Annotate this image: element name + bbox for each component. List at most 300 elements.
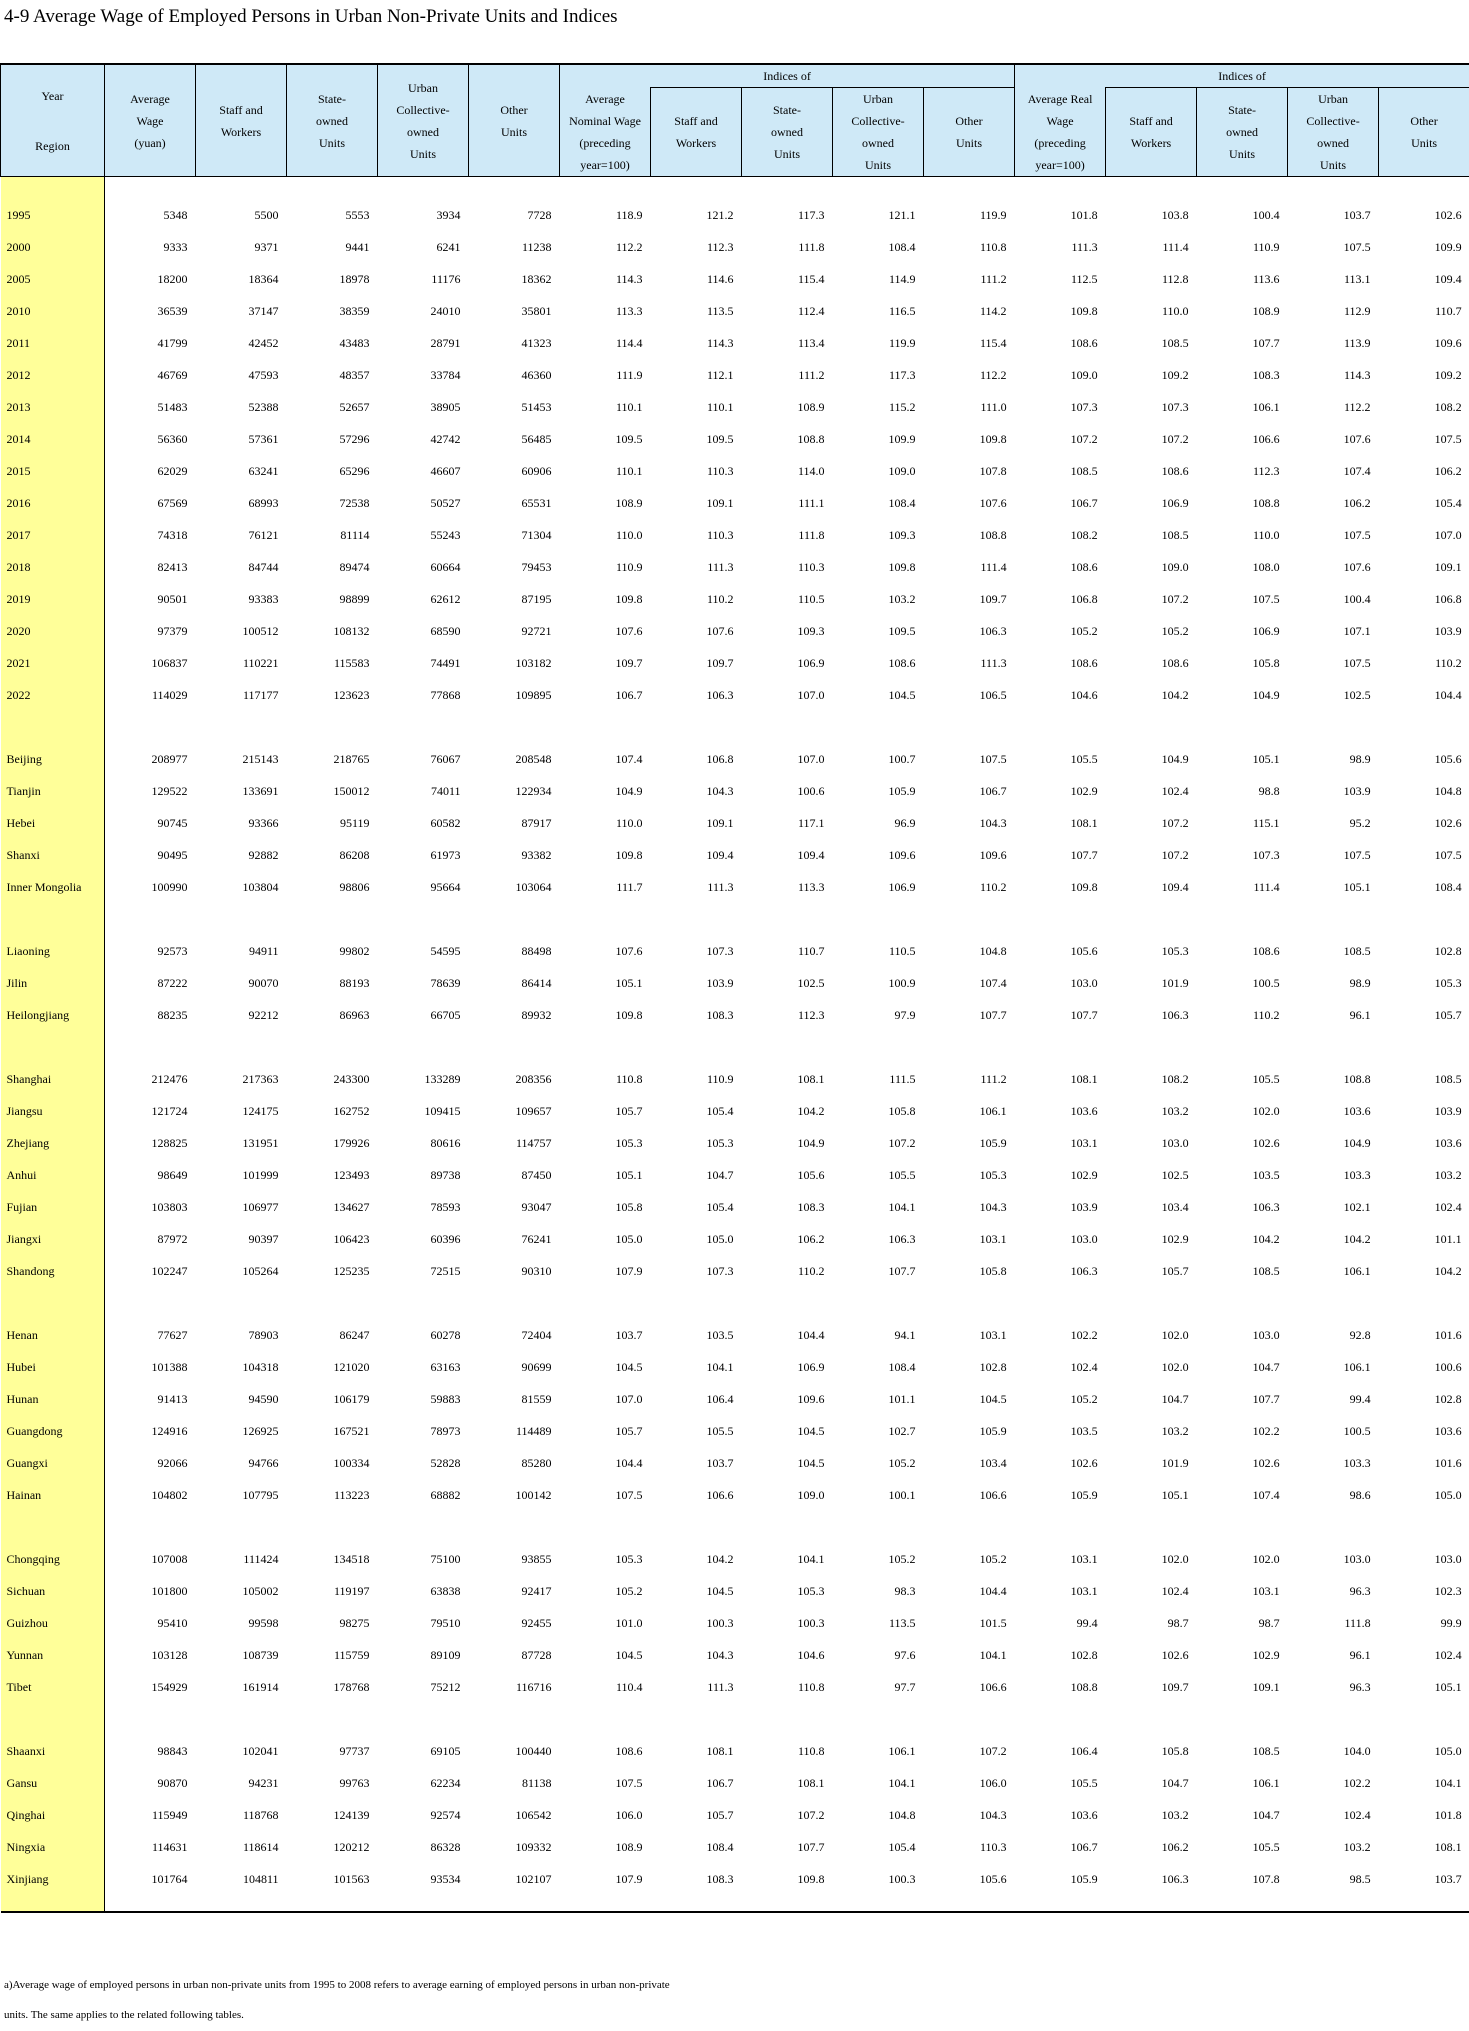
table-cell: 88498	[521, 943, 552, 958]
table-cell: 52657	[339, 399, 370, 414]
table-cell: 178768	[333, 1679, 370, 1694]
table-cell: 106179	[333, 1391, 370, 1406]
table-cell: 68993	[248, 495, 279, 510]
header-average-wage	[105, 64, 196, 177]
table-cell: 107.3	[706, 1263, 734, 1278]
table-cell: 110.7	[797, 943, 825, 958]
row-label: Hebei	[1, 807, 105, 839]
table-cell: 106.7	[1070, 1839, 1098, 1854]
row-label: Heilongjiang	[1, 999, 105, 1031]
table-cell: 106.8	[1434, 591, 1462, 606]
year-row	[1, 487, 1469, 519]
region-row	[1, 1095, 1469, 1127]
table-cell: 117177	[242, 687, 279, 702]
empty-cell	[833, 177, 924, 200]
row-label: 2005	[1, 263, 105, 295]
table-cell: 100990	[151, 879, 188, 894]
header-line: Workers	[675, 136, 717, 150]
empty-cell	[469, 711, 560, 743]
table-cell: 90870	[157, 1775, 188, 1790]
table-cell: 103.2	[1161, 1103, 1189, 1118]
empty-cell	[651, 903, 742, 935]
table-cell: 86247	[339, 1327, 370, 1342]
table-cell: 107.4	[615, 751, 643, 766]
table-cell: 86208	[339, 847, 370, 862]
table-cell: 103.6	[1070, 1103, 1098, 1118]
table-cell: 101999	[242, 1167, 279, 1182]
table-cell: 105.7	[1434, 1007, 1462, 1022]
table-cell: 111.3	[707, 879, 734, 894]
table-cell: 117.1	[797, 815, 825, 830]
table-cell: 63838	[430, 1583, 461, 1598]
empty-cell	[560, 1511, 651, 1543]
header-line: Units	[1411, 136, 1438, 150]
table-cell: 115949	[151, 1807, 188, 1822]
table-cell: 79510	[430, 1615, 461, 1630]
empty-cell	[742, 711, 833, 743]
table-cell: 105.9	[979, 1135, 1007, 1150]
empty-cell	[105, 177, 196, 200]
table-cell: 51483	[157, 399, 188, 414]
region-row	[1, 1191, 1469, 1223]
table-cell: 113.3	[797, 879, 825, 894]
row-label: Tibet	[1, 1671, 105, 1703]
table-cell: 3934	[436, 207, 461, 222]
table-cell: 92455	[521, 1615, 552, 1630]
empty-cell	[560, 1895, 651, 1912]
empty-cell	[833, 1703, 924, 1735]
empty-cell	[287, 711, 378, 743]
table-cell: 109.2	[1161, 367, 1189, 382]
table-cell: 108.4	[1434, 879, 1462, 894]
table-cell: 107.6	[615, 943, 643, 958]
row-label: Zhejiang	[1, 1127, 105, 1159]
table-cell: 110.4	[615, 1679, 643, 1694]
region-row	[1, 999, 1469, 1031]
header-line: owned	[1226, 125, 1259, 139]
table-cell: 110.5	[888, 943, 916, 958]
table-cell: 108.4	[888, 1359, 916, 1374]
header-line: owned	[771, 125, 803, 139]
table-cell: 208977	[151, 751, 188, 766]
table-cell: 104.4	[1434, 687, 1462, 702]
region-row	[1, 1799, 1469, 1831]
table-cell: 33784	[430, 367, 461, 382]
table-cell: 113.1	[1344, 271, 1371, 286]
region-row	[1, 967, 1469, 999]
table-cell: 110.9	[615, 559, 643, 574]
table-cell: 102.6	[1161, 1647, 1189, 1662]
table-cell: 107.5	[1343, 847, 1371, 862]
table-cell: 43483	[339, 335, 370, 350]
table-cell: 108.2	[1070, 527, 1098, 542]
table-cell: 111.0	[980, 399, 1007, 414]
table-cell: 56485	[521, 431, 552, 446]
table-cell: 114.0	[797, 463, 825, 478]
header-line: Staff and	[219, 102, 263, 117]
table-cell: 114.6	[706, 271, 734, 286]
table-cell: 101.6	[1434, 1455, 1462, 1470]
table-cell: 105.3	[979, 1167, 1007, 1182]
table-cell: 103803	[151, 1199, 188, 1214]
header-line: owned	[407, 124, 439, 139]
table-cell: 98.7	[1167, 1615, 1189, 1630]
table-cell: 108.8	[797, 431, 825, 446]
table-cell: 107.7	[1070, 1007, 1098, 1022]
table-cell: 179926	[333, 1135, 370, 1150]
table-cell: 103.1	[1070, 1135, 1098, 1150]
empty-cell	[924, 903, 1015, 935]
table-cell: 103.9	[706, 975, 734, 990]
table-cell: 102.0	[1161, 1359, 1189, 1374]
table-cell: 85280	[521, 1455, 552, 1470]
empty-cell	[378, 1287, 469, 1319]
table-cell: 103.5	[1070, 1423, 1098, 1438]
table-cell: 103.8	[1161, 207, 1189, 222]
table-cell: 109.4	[1434, 271, 1462, 286]
table-cell: 107.0	[797, 687, 825, 702]
table-cell: 104.2	[1252, 1231, 1280, 1246]
table-cell: 106.4	[1070, 1743, 1098, 1758]
empty-cell	[1379, 1895, 1469, 1912]
empty-cell	[1015, 1511, 1106, 1543]
header-line: year=100)	[580, 157, 630, 172]
table-cell: 98.8	[1258, 783, 1280, 798]
row-label: Fujian	[1, 1191, 105, 1223]
table-cell: 120212	[333, 1839, 370, 1854]
empty-cell	[1015, 711, 1106, 743]
table-cell: 107.5	[1343, 239, 1371, 254]
table-cell: 48357	[339, 367, 370, 382]
table-cell: 60906	[521, 463, 552, 478]
table-cell: 102.4	[1161, 1583, 1189, 1598]
table-cell: 109.0	[797, 1487, 825, 1502]
table-cell: 100.7	[888, 751, 916, 766]
table-cell: 110.8	[797, 1743, 825, 1758]
table-cell: 100512	[242, 623, 279, 638]
header-line: Nominal Wage	[569, 113, 641, 128]
table-cell: 215143	[242, 751, 279, 766]
table-cell: 107.6	[979, 495, 1007, 510]
empty-cell	[1197, 177, 1288, 200]
table-cell: 108.2	[1161, 1071, 1189, 1086]
region-row	[1, 1607, 1469, 1639]
year-row	[1, 359, 1469, 391]
table-cell: 98.7	[1258, 1615, 1280, 1630]
table-cell: 103.2	[1434, 1167, 1462, 1182]
table-cell: 105.1	[1161, 1487, 1189, 1502]
table-cell: 108.5	[1252, 1263, 1280, 1278]
table-cell: 110.9	[706, 1071, 734, 1086]
empty-cell	[469, 1031, 560, 1063]
table-cell: 109.8	[888, 559, 916, 574]
table-cell: 100.6	[797, 783, 825, 798]
table-cell: 105.7	[1161, 1263, 1189, 1278]
spacer-row	[1, 711, 1469, 743]
empty-cell	[560, 1703, 651, 1735]
table-cell: 105.6	[979, 1871, 1007, 1886]
table-cell: 107.5	[1343, 527, 1371, 542]
table-cell: 103.6	[1434, 1135, 1462, 1150]
table-cell: 101.8	[1434, 1807, 1462, 1822]
table-cell: 108.4	[888, 495, 916, 510]
empty-cell	[1015, 1287, 1106, 1319]
table-cell: 75212	[430, 1679, 461, 1694]
table-cell: 89932	[521, 1007, 552, 1022]
table-cell: 110.3	[706, 463, 734, 478]
row-label: Sichuan	[1, 1575, 105, 1607]
table-cell: 52828	[430, 1455, 461, 1470]
table-cell: 108.8	[1252, 495, 1280, 510]
table-cell: 96.9	[894, 815, 916, 830]
table-cell: 109657	[515, 1103, 552, 1118]
table-cell: 101764	[151, 1871, 188, 1886]
table-cell: 59883	[430, 1391, 461, 1406]
table-cell: 105.1	[615, 975, 643, 990]
table-cell: 104.9	[1161, 751, 1189, 766]
table-cell: 92212	[248, 1007, 279, 1022]
table-cell: 92721	[521, 623, 552, 638]
table-cell: 111.5	[889, 1071, 916, 1086]
table-cell: 101.9	[1161, 1455, 1189, 1470]
table-cell: 114.9	[888, 271, 916, 286]
region-row	[1, 1639, 1469, 1671]
table-cell: 62029	[157, 463, 188, 478]
empty-cell	[1015, 1895, 1106, 1912]
table-cell: 86414	[521, 975, 552, 990]
empty-cell	[469, 1511, 560, 1543]
table-cell: 106.8	[706, 751, 734, 766]
row-label: Shandong	[1, 1255, 105, 1287]
empty-cell	[378, 1511, 469, 1543]
table-cell: 110.0	[1162, 303, 1189, 318]
header-sub-0	[196, 64, 287, 177]
region-row	[1, 1159, 1469, 1191]
region-row	[1, 1575, 1469, 1607]
table-cell: 106.0	[615, 1807, 643, 1822]
table-cell: 107.1	[1343, 623, 1371, 638]
empty-cell	[742, 1703, 833, 1735]
table-cell: 106.7	[979, 783, 1007, 798]
table-cell: 100.3	[706, 1615, 734, 1630]
table-cell: 57296	[339, 431, 370, 446]
empty-cell	[105, 1287, 196, 1319]
table-cell: 106.3	[1252, 1199, 1280, 1214]
empty-cell	[1379, 1511, 1469, 1543]
table-cell: 87450	[521, 1167, 552, 1182]
table-cell: 108.9	[615, 495, 643, 510]
table-cell: 109.6	[1434, 335, 1462, 350]
row-label: Liaoning	[1, 935, 105, 967]
table-cell: 57361	[248, 431, 279, 446]
table-cell: 109.1	[1434, 559, 1462, 574]
table-cell: 38905	[430, 399, 461, 414]
table-cell: 78903	[248, 1327, 279, 1342]
table-cell: 104.4	[979, 1583, 1007, 1598]
table-cell: 110.3	[706, 527, 734, 542]
table-cell: 106837	[151, 655, 188, 670]
table-cell: 11238	[521, 239, 552, 254]
table-cell: 41323	[521, 335, 552, 350]
table-cell: 79453	[521, 559, 552, 574]
empty-cell	[287, 1703, 378, 1735]
table-cell: 93383	[248, 591, 279, 606]
header-sub-2	[378, 64, 469, 177]
table-cell: 106.3	[1070, 1263, 1098, 1278]
table-cell: 102.6	[1252, 1455, 1280, 1470]
table-cell: 115.2	[888, 399, 916, 414]
table-cell: 98.5	[1349, 1871, 1371, 1886]
empty-cell	[742, 903, 833, 935]
header-line: Collective-	[1306, 114, 1360, 128]
header-real-sub-1	[1197, 88, 1288, 177]
table-cell: 103.7	[1434, 1871, 1462, 1886]
table-cell: 105.7	[615, 1423, 643, 1438]
table-cell: 107.2	[1161, 815, 1189, 830]
table-cell: 100334	[333, 1455, 370, 1470]
table-cell: 100142	[515, 1487, 552, 1502]
table-cell: 110.9	[1253, 239, 1280, 254]
table-cell: 123493	[333, 1167, 370, 1182]
table-cell: 243300	[333, 1071, 370, 1086]
table-cell: 102.8	[979, 1359, 1007, 1374]
empty-cell	[1197, 903, 1288, 935]
table-cell: 103.9	[1070, 1199, 1098, 1214]
table-cell: 102247	[151, 1263, 188, 1278]
table-cell: 108.9	[1252, 303, 1280, 318]
table-cell: 68590	[430, 623, 461, 638]
table-cell: 114757	[515, 1135, 552, 1150]
table-cell: 106423	[333, 1231, 370, 1246]
table-cell: 109.4	[797, 847, 825, 862]
table-cell: 105.2	[979, 1551, 1007, 1566]
table-cell: 105.3	[1161, 943, 1189, 958]
empty-cell	[1197, 1895, 1288, 1912]
table-cell: 104.5	[797, 1455, 825, 1470]
table-cell: 108.3	[706, 1007, 734, 1022]
table-cell: 105.0	[1434, 1487, 1462, 1502]
header-line: Other	[500, 102, 528, 117]
table-cell: 106.5	[979, 687, 1007, 702]
table-cell: 76067	[430, 751, 461, 766]
table-cell: 110.1	[615, 463, 643, 478]
header-line: State-	[318, 91, 346, 106]
empty-cell	[560, 177, 651, 200]
table-cell: 110.8	[797, 1679, 825, 1694]
empty-cell	[833, 1287, 924, 1319]
table-cell: 87972	[157, 1231, 188, 1246]
row-label: 2018	[1, 551, 105, 583]
table-cell: 111.7	[616, 879, 643, 894]
empty-cell	[1288, 1511, 1379, 1543]
table-cell: 109.9	[888, 431, 916, 446]
table-cell: 103.2	[1161, 1807, 1189, 1822]
table-cell: 111.2	[980, 1071, 1007, 1086]
header-line: (preceding	[579, 135, 631, 150]
table-cell: 107008	[151, 1551, 188, 1566]
table-cell: 124139	[333, 1807, 370, 1822]
table-cell: 87195	[521, 591, 552, 606]
table-cell: 74011	[430, 783, 461, 798]
empty-cell	[196, 903, 287, 935]
table-cell: 104.5	[615, 1647, 643, 1662]
table-cell: 110.0	[1253, 527, 1280, 542]
table-cell: 103.2	[1343, 1839, 1371, 1854]
table-cell: 109.3	[797, 623, 825, 638]
table-cell: 89738	[430, 1167, 461, 1182]
table-cell: 92066	[157, 1455, 188, 1470]
table-cell: 99.4	[1349, 1391, 1371, 1406]
empty-cell	[651, 1511, 742, 1543]
table-cell: 65531	[521, 495, 552, 510]
region-row	[1, 1351, 1469, 1383]
table-cell: 75100	[430, 1551, 461, 1566]
table-cell: 134627	[333, 1199, 370, 1214]
table-cell: 111.3	[1071, 239, 1098, 254]
header-line: Units	[956, 136, 983, 150]
empty-cell	[560, 1287, 651, 1319]
table-cell: 108.8	[979, 527, 1007, 542]
table-cell: 108.3	[797, 1199, 825, 1214]
table-cell: 102.0	[1161, 1551, 1189, 1566]
region-row	[1, 871, 1469, 903]
table-cell: 218765	[333, 751, 370, 766]
header-line: owned	[862, 136, 894, 150]
table-cell: 105.8	[615, 1199, 643, 1214]
table-cell: 77627	[157, 1327, 188, 1342]
row-label: Gansu	[1, 1767, 105, 1799]
table-cell: 104.7	[1252, 1807, 1280, 1822]
table-cell: 80616	[430, 1135, 461, 1150]
year-row	[1, 583, 1469, 615]
table-cell: 105.6	[1070, 943, 1098, 958]
empty-cell	[378, 1895, 469, 1912]
table-cell: 109.8	[615, 847, 643, 862]
empty-cell	[651, 1895, 742, 1912]
table-cell: 107.0	[1434, 527, 1462, 542]
header-line: Other	[955, 114, 983, 128]
table-cell: 81138	[521, 1775, 552, 1790]
region-row	[1, 1671, 1469, 1703]
row-label: 2010	[1, 295, 105, 327]
table-cell: 106.1	[888, 1743, 916, 1758]
table-cell: 105.2	[888, 1455, 916, 1470]
empty-cell	[1106, 1511, 1197, 1543]
table-cell: 111.8	[798, 239, 825, 254]
table-cell: 104.7	[1161, 1391, 1189, 1406]
table-cell: 105.9	[1070, 1871, 1098, 1886]
row-label: Qinghai	[1, 1799, 105, 1831]
empty-cell	[924, 1895, 1015, 1912]
table-cell: 104.3	[979, 815, 1007, 830]
table-cell: 109.6	[979, 847, 1007, 862]
empty-cell	[1379, 1031, 1469, 1063]
table-cell: 87917	[521, 815, 552, 830]
table-body	[1, 177, 1469, 1913]
header-line: (preceding	[1034, 135, 1086, 150]
table-cell: 150012	[333, 783, 370, 798]
table-cell: 109895	[515, 687, 552, 702]
table-cell: 102.7	[888, 1423, 916, 1438]
year-row	[1, 263, 1469, 295]
empty-cell	[1015, 177, 1106, 200]
table-cell: 98275	[339, 1615, 370, 1630]
row-label: Hubei	[1, 1351, 105, 1383]
table-cell: 107.5	[1434, 431, 1462, 446]
table-cell: 101.0	[615, 1615, 643, 1630]
table-cell: 63163	[430, 1359, 461, 1374]
table-cell: 107.6	[1343, 559, 1371, 574]
